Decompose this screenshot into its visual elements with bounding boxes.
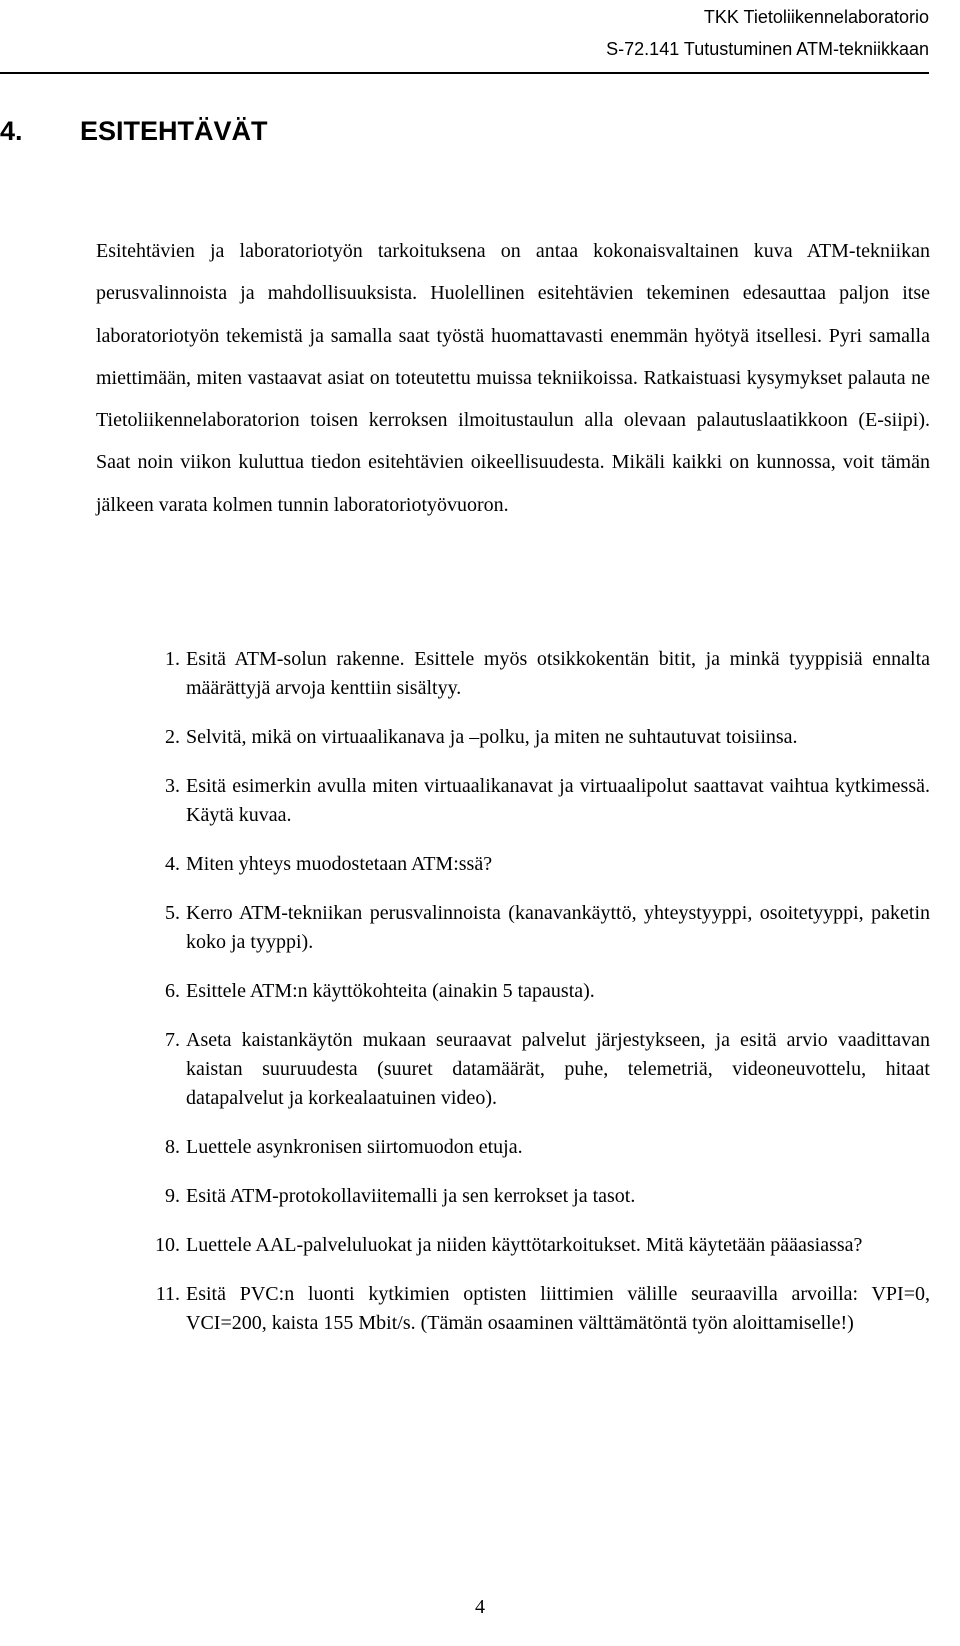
task-item: [96, 1133, 930, 1162]
task-text: Luettele AAL-palveluluokat ja niiden käyttötarkoitukset. Mitä käytetään pääasiassa?: [186, 1234, 863, 1256]
task-item: [96, 1026, 930, 1113]
page-number: 4: [475, 1596, 485, 1618]
task-number: 2.: [165, 726, 180, 748]
task-item: [96, 1280, 930, 1338]
task-text: Selvitä, mikä on virtuaalikanava ja –polku, ja miten ne suhtautuvat toisiinsa.: [186, 726, 798, 748]
header-divider: [0, 72, 929, 74]
section-title: ESITEHTÄVÄT: [80, 116, 268, 146]
task-item: [96, 899, 930, 957]
task-text: Esitä esimerkin avulla miten virtuaalikanavat ja virtuaalipolut saattavat vaihtua kytkimessä. Käytä kuvaa.: [186, 775, 930, 826]
task-number: 1.: [165, 648, 180, 670]
task-number: 11.: [155, 1283, 180, 1305]
intro-paragraph: Esitehtävien ja laboratoriotyön tarkoituksena on antaa kokonaisvaltainen kuva ATM-tekniikan perusvalinnoista ja mahdollisuuksista. Huolellinen esitehtävien tekeminen edesauttaa paljon itse laboratoriotyön tekemistä ja samalla saat työstä huomattavasti enemmän hyötyä itsellesi. Pyri samalla miettimään, miten vastaavat asiat on toteutettu muissa tekniikoissa. Ratkaistuasi kysymykset palauta ne Tietoliikennelaboratorion toisen kerroksen ilmoitustaulun alla olevaan palautuslaatikkoon (E-siipi). Saat noin viikon kuluttua tiedon esitehtävien oikeellisuudesta. Mikäli kaikki on kunnossa, voit tämän jälkeen varata kolmen tunnin laboratoriotyövuoron.: [96, 240, 930, 516]
task-number: 4.: [165, 853, 180, 875]
page-header: [606, 0, 929, 65]
task-item: [96, 1231, 930, 1260]
task-item: [96, 1182, 930, 1211]
section-number: 4.: [0, 116, 23, 146]
task-item: [96, 723, 930, 752]
task-text: Esitä ATM-solun rakenne. Esittele myös otsikkokentän bitit, ja minkä tyyppisiä ennalta määrättyjä arvoja kenttiin sisältyy.: [186, 648, 930, 699]
section-heading: [0, 115, 268, 147]
task-number: 9.: [165, 1185, 180, 1207]
task-item: [96, 772, 930, 830]
task-text: Kerro ATM-tekniikan perusvalinnoista (kanavankäyttö, yhteystyyppi, osoitetyyppi, paketin koko ja tyyppi).: [186, 902, 930, 953]
task-item: [96, 645, 930, 703]
task-text: Esitä ATM-protokollaviitemalli ja sen kerrokset ja tasot.: [186, 1185, 636, 1207]
task-text: Aseta kaistankäytön mukaan seuraavat palvelut järjestykseen, ja esitä arvio vaadittavan kaistan suuruudesta (suuret datamäärät, puhe, telemetriä, videoneuvottelu, hitaat datapalvelut ja korkealaatuinen video).: [186, 1029, 930, 1109]
task-item: [96, 977, 930, 1006]
header-course-name: S-72.141 Tutustuminen ATM-tekniikkaan: [606, 39, 929, 59]
task-list: [96, 645, 930, 1358]
task-number: 5.: [165, 902, 180, 924]
task-number: 3.: [165, 775, 180, 797]
header-lab-name: TKK Tietoliikennelaboratorio: [703, 7, 929, 27]
task-number: 8.: [165, 1136, 180, 1158]
task-text: Luettele asynkronisen siirtomuodon etuja.: [186, 1136, 523, 1158]
task-number: 7.: [165, 1029, 180, 1051]
task-text: Esitä PVC:n luonti kytkimien optisten liittimien välille seuraavilla arvoilla: VPI=0, VCI=200, kaista 155 Mbit/s. (Tämän osaaminen välttämätöntä työn aloittamiselle!): [186, 1283, 930, 1334]
task-number: 6.: [165, 980, 180, 1002]
task-number: 10.: [155, 1234, 180, 1256]
task-text: Miten yhteys muodostetaan ATM:ssä?: [186, 853, 493, 875]
task-item: [96, 850, 930, 879]
task-text: Esittele ATM:n käyttökohteita (ainakin 5 tapausta).: [186, 980, 595, 1002]
